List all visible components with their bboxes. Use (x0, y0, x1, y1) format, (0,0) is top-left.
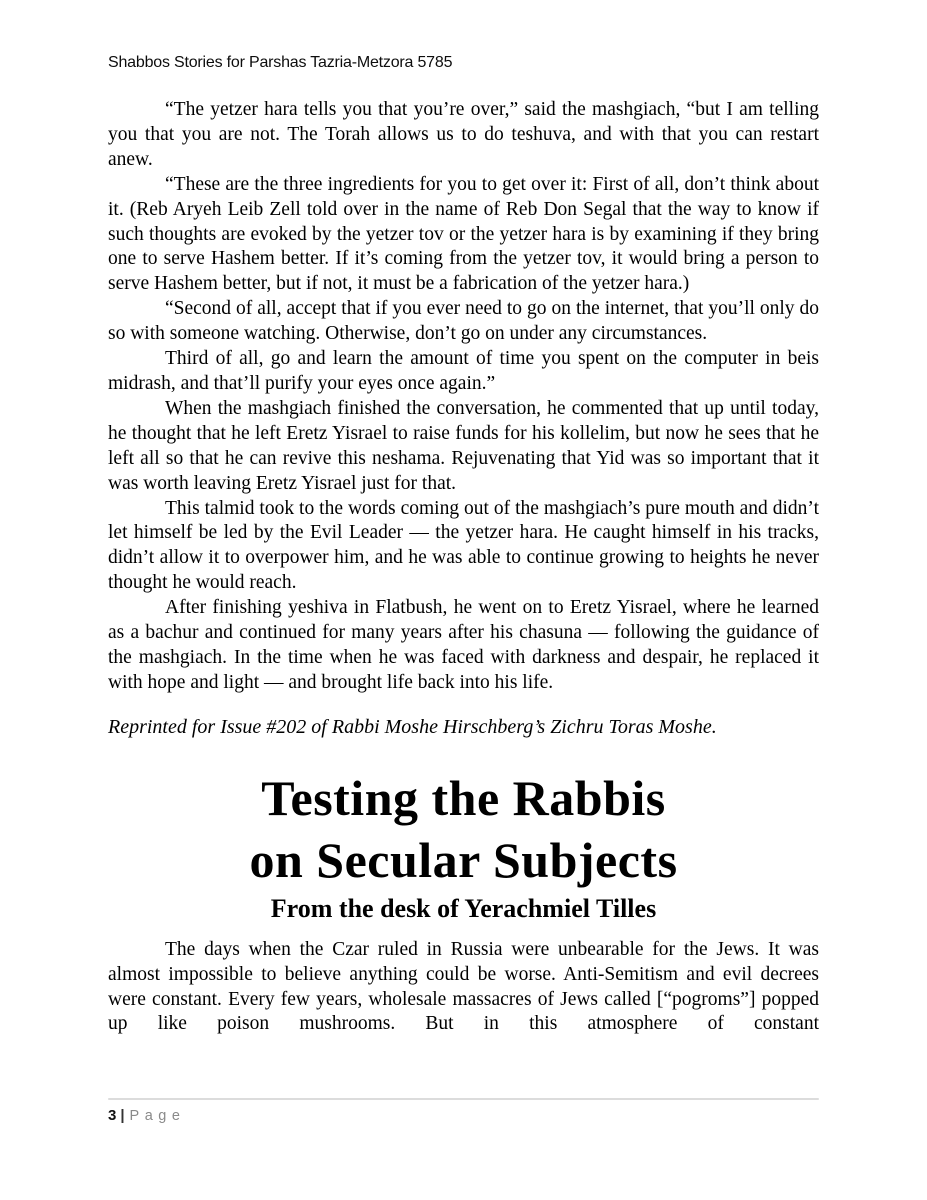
attribution-line: Reprinted for Issue #202 of Rabbi Moshe Hirschberg’s Zichru Toras Moshe. (108, 715, 717, 738)
body-paragraph: This talmid took to the words coming out of the mashgiach’s pure mouth and didn’t let himself be led by the Evil Leader — the yetzer hara. He caught himself in his tracks, didn’t allow it to overpower him, and he was able to continue growing to heights he never thought he would reach. (108, 497, 819, 594)
page-number: 3 (108, 1107, 117, 1124)
story-subtitle: From the desk of Yerachmiel Tilles (270, 893, 657, 923)
page-footer (108, 1098, 819, 1124)
body-paragraph: Third of all, go and learn the amount of time you spent on the computer in beis midrash, and that’ll purify your eyes once again.” (108, 348, 819, 394)
body-paragraph: “Second of all, accept that if you ever need to go on the internet, that you’ll only do so with someone watching. Otherwise, don’t go on under any circumstances. (108, 298, 819, 345)
body-paragraph: “These are the three ingredients for you to get over it: First of all, don’t think about it. (Reb Aryeh Leib Zell told over in the name of Reb Don Segal that the way to know if such thoughts are evoked by the yetzer tov or the yetzer hara is by examining if they bring one to serve Hashem better. If it’s coming from the yetzer tov, it would bring a person to serve Hashem better, but if not, it must be a fabrication of the yetzer hara.) (108, 173, 819, 295)
story-title (108, 767, 819, 891)
footer-divider (108, 1098, 819, 1100)
page-number-line (108, 1107, 819, 1124)
body-paragraph: The days when the Czar ruled in Russia were unbearable for the Jews. It was almost impossible to believe anything could be worse. Anti-Semitism and evil decrees were constant. Every few years, wholesale massacres of Jews called [“pogroms”] popped up like poison mushrooms. But in this atmosphere of constant (108, 938, 819, 1035)
story-title-line2: on Secular Subjects (249, 831, 678, 888)
footer-page-label: Page (129, 1108, 186, 1124)
body-paragraph: After finishing yeshiva in Flatbush, he went on to Eretz Yisrael, where he learned as a bachur and continued for many years after his chasuna — following the guidance of the mashgiach. In the time when he was faced with darkness and despair, he replaced it with hope and light — and brought life back into his life. (108, 597, 819, 693)
body-paragraph: “The yetzer hara tells you that you’re over,” said the mashgiach, “but I am telling you that you are not. The Torah allows us to do teshuva, and with that you can restart anew. (108, 99, 819, 170)
document-body (108, 98, 819, 1037)
footer-separator: | (120, 1107, 125, 1124)
story-title-line1: Testing the Rabbis (261, 769, 666, 826)
running-header: Shabbos Stories for Parshas Tazria-Metzora 5785 (108, 54, 453, 71)
body-paragraph: When the mashgiach finished the conversation, he commented that up until today, he thought that he left Eretz Yisrael to raise funds for his kollelim, but now he sees that he left all so that he can revive this neshama. Rejuvenating that Yid was so important that it was worth leaving Eretz Yisrael just for that. (108, 397, 819, 494)
